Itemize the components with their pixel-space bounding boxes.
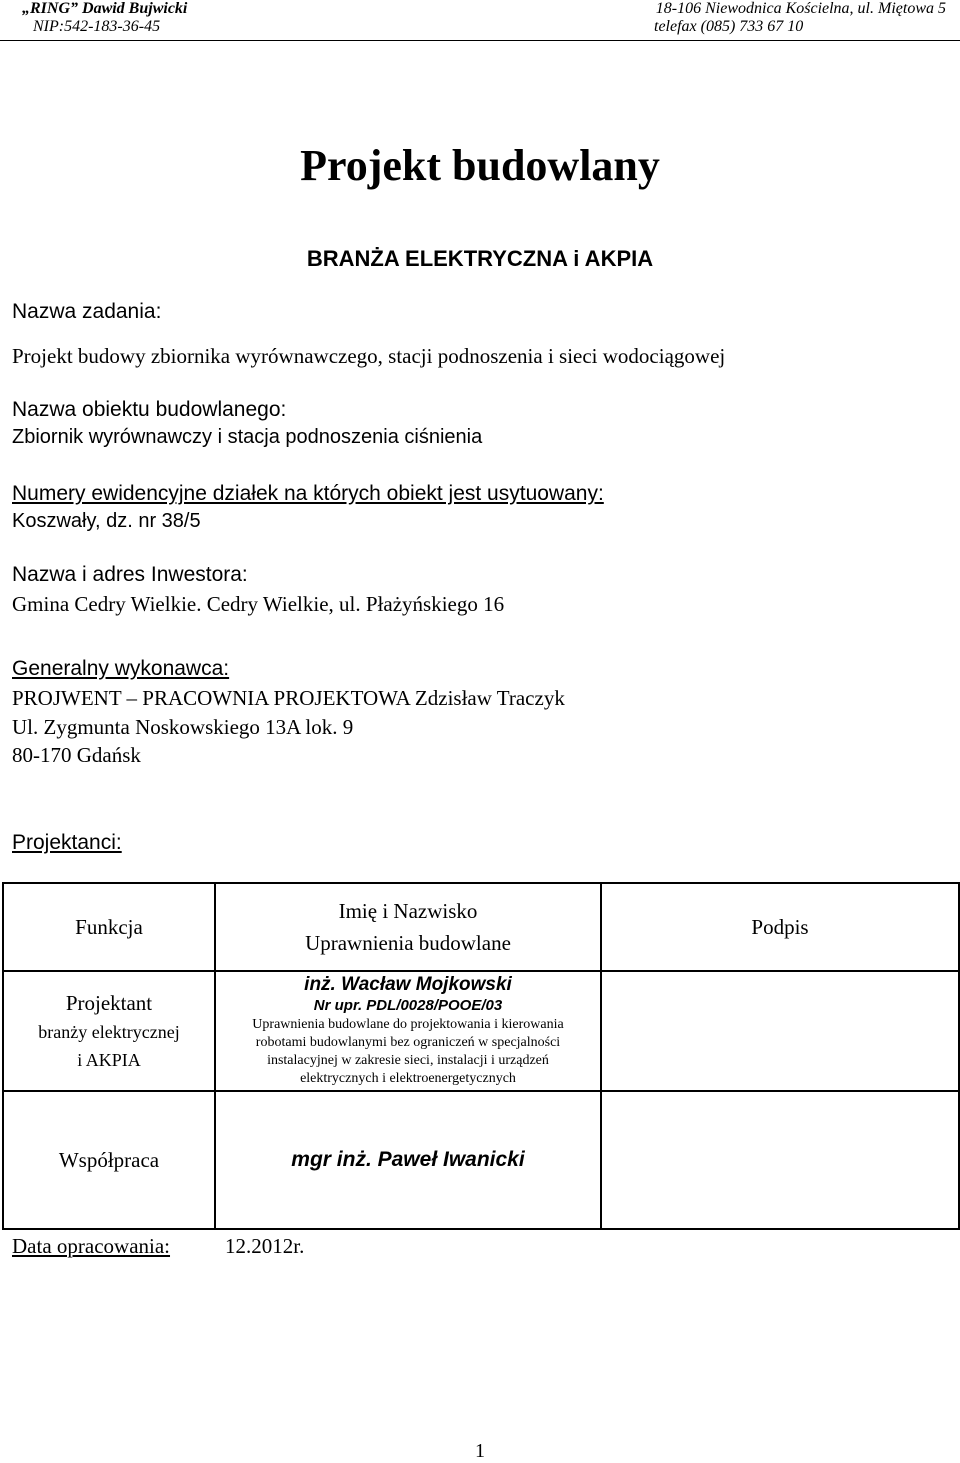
- investor-label: Nazwa i adres Inwestora:: [12, 563, 248, 586]
- row1-function-line2: branży elektrycznej: [38, 1022, 180, 1042]
- contractor-label: Generalny wykonawca:: [12, 657, 230, 680]
- table-row: [3, 971, 959, 1091]
- object-label: Nazwa obiektu budowlanego:: [12, 398, 287, 421]
- header-name-line2: Uprawnienia budowlane: [305, 931, 511, 955]
- company-name: „RING” Dawid Bujwicki: [22, 0, 188, 17]
- company-address: 18-106 Niewodnica Kościelna, ul. Miętowa 5: [655, 0, 946, 17]
- header-divider: [0, 40, 960, 41]
- contractor-line1: PROJWENT – PRACOWNIA PROJEKTOWA Zdzisław Traczyk: [12, 686, 565, 710]
- row1-license: Nr upr. PDL/0028/POOE/03: [313, 997, 503, 1014]
- header-name: [215, 883, 601, 971]
- plots-label: Numery ewidencyjne działek na których obiekt jest usytuowany:: [12, 482, 604, 505]
- row1-desc-line3: instalacyjnej w zakresie sieci, instalacji i urządzeń: [267, 1053, 549, 1068]
- row1-function-line3: i AKPIA: [77, 1050, 141, 1070]
- row1-designer-name: inż. Wacław Mojkowski: [304, 974, 512, 995]
- row2-signature: [601, 1091, 959, 1229]
- row1-signature: [601, 971, 959, 1091]
- task-value: Projekt budowy zbiornika wyrównawczego, stacji podnoszenia i sieci wodociągowej: [12, 344, 726, 368]
- company-nip: NIP:542-183-36-45: [33, 18, 161, 35]
- object-value: Zbiornik wyrównawczy i stacja podnoszenia ciśnienia: [12, 426, 483, 448]
- row1-desc-line2: robotami budowlanymi bez ograniczeń w specjalności: [255, 1035, 561, 1050]
- designers-table: [2, 882, 960, 1230]
- row1-name: [215, 971, 601, 1091]
- date-value: 12.2012r.: [225, 1234, 305, 1258]
- page-number: 1: [475, 1440, 485, 1462]
- investor-value: Gmina Cedry Wielkie. Cedry Wielkie, ul. Płażyńskiego 16: [12, 592, 505, 616]
- contractor-line3: 80-170 Gdańsk: [12, 743, 141, 767]
- header-name-line1: Imię i Nazwisko: [338, 899, 478, 923]
- page-subtitle: BRANŻA ELEKTRYCZNA i AKPIA: [306, 246, 654, 271]
- header-function: Funkcja: [3, 883, 215, 971]
- row2-function: Współpraca: [3, 1091, 215, 1229]
- contractor-line2: Ul. Zygmunta Noskowskiego 13A lok. 9: [12, 715, 354, 739]
- row1-desc-line4: elektrycznych i elektroenergetycznych: [300, 1071, 516, 1086]
- company-phone: telefax (085) 733 67 10: [654, 18, 804, 35]
- row1-function-line1: Projektant: [65, 991, 153, 1015]
- table-row: [3, 1091, 959, 1229]
- table-header-row: [3, 883, 959, 971]
- row1-function: [3, 971, 215, 1091]
- header-signature: Podpis: [601, 883, 959, 971]
- plots-value: Koszwały, dz. nr 38/5: [12, 510, 201, 532]
- row1-desc-line1: Uprawnienia budowlane do projektowania i kierowania: [252, 1017, 564, 1032]
- date-label: Data opracowania:: [12, 1234, 171, 1258]
- task-label: Nazwa zadania:: [12, 300, 162, 323]
- designers-label: Projektanci:: [12, 831, 122, 854]
- page-title: Projekt budowlany: [300, 141, 660, 190]
- row2-name: mgr inż. Paweł Iwanicki: [215, 1091, 601, 1229]
